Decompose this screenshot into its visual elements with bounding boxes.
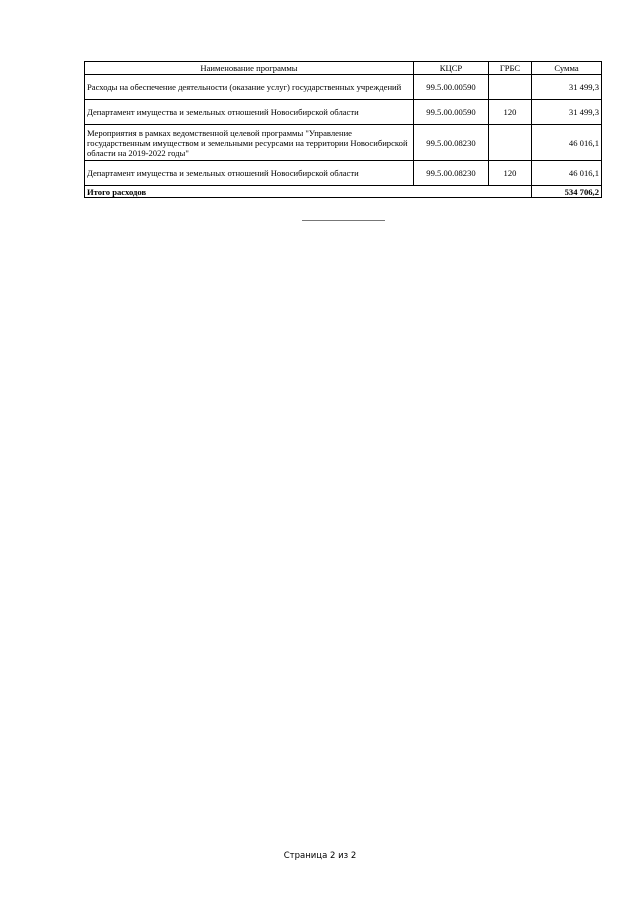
row-grbs: [489, 125, 532, 161]
table-header-row: [85, 62, 602, 75]
row-program-name: Департамент имущества и земельных отношений Новосибирской области: [85, 161, 414, 186]
total-sum: 534 706,2: [532, 186, 602, 198]
row-kcsr: 99.5.00.08230: [414, 161, 489, 186]
row-sum: 31 499,3: [532, 75, 602, 100]
table-row: [85, 100, 602, 125]
row-program-name: Мероприятия в рамках ведомственной целевой программы "Управление государственным имуществом и земельными ресурсами на территории Новосибирской области на 2019-2022 годы": [85, 125, 414, 161]
expenses-table: [84, 61, 602, 198]
row-program-name: Департамент имущества и земельных отношений Новосибирской области: [85, 100, 414, 125]
row-kcsr: 99.5.00.00590: [414, 75, 489, 100]
row-kcsr: 99.5.00.00590: [414, 100, 489, 125]
section-divider: [302, 220, 385, 221]
header-sum: Сумма: [532, 62, 602, 75]
table-row: [85, 125, 602, 161]
row-sum: 31 499,3: [532, 100, 602, 125]
page-number: Страница 2 из 2: [283, 851, 357, 861]
table-row: [85, 161, 602, 186]
header-grbs: ГРБС: [489, 62, 532, 75]
table-row: [85, 75, 602, 100]
row-program-name: Расходы на обеспечение деятельности (оказание услуг) государственных учреждений: [85, 75, 414, 100]
header-program-name: Наименование программы: [85, 62, 414, 75]
row-grbs: 120: [489, 100, 532, 125]
row-grbs: 120: [489, 161, 532, 186]
row-sum: 46 016,1: [532, 161, 602, 186]
table-total-row: [85, 186, 602, 198]
total-label: Итого расходов: [85, 186, 532, 198]
header-kcsr: КЦСР: [414, 62, 489, 75]
row-kcsr: 99.5.00.08230: [414, 125, 489, 161]
row-grbs: [489, 75, 532, 100]
row-sum: 46 016,1: [532, 125, 602, 161]
